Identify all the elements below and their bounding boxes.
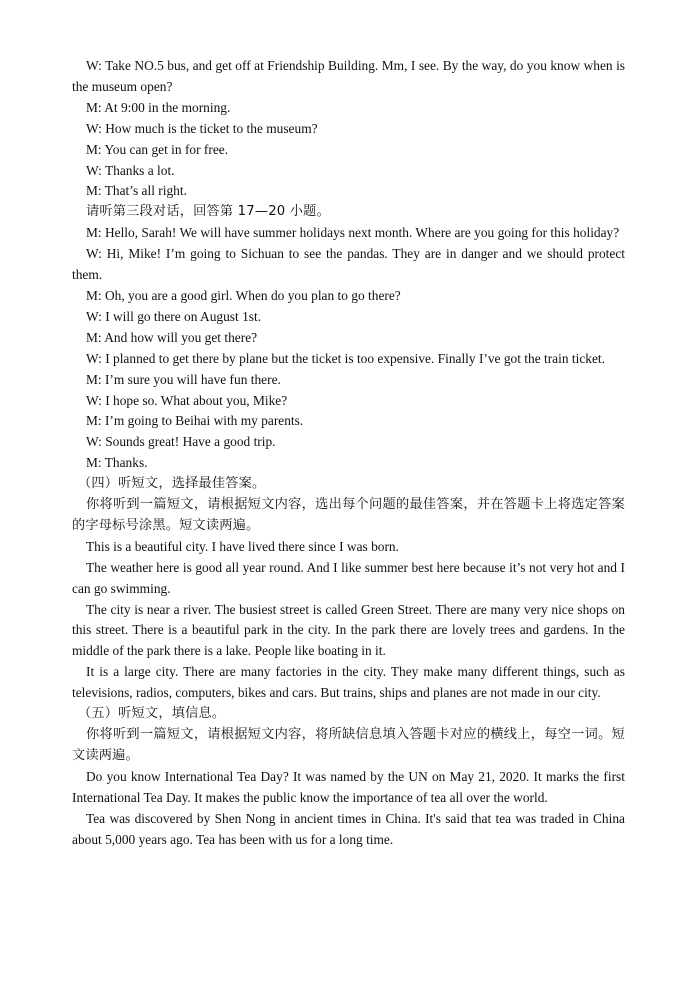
text-paragraph: M: I’m going to Beihai with my parents. [86, 413, 304, 429]
text-paragraph: M: And how will you get there? [86, 329, 258, 345]
text-paragraph: M: Thanks. [86, 455, 148, 471]
text-paragraph: This is a beautiful city. I have lived there since I was born. [86, 538, 399, 554]
instruction-paragraph: 请听第三段对话，回答第 17—20 小题。 [86, 204, 330, 220]
text-paragraph: The weather here is good all year round. And I like summer best here because it’s not very hot and I can go swimming. [72, 559, 625, 596]
text-paragraph: Tea was discovered by Shen Nong in ancient times in China. It's said that tea was traded in China about 5,000 years ago. Tea has been with us for a long time. [72, 810, 625, 847]
text-paragraph: M: You can get in for free. [86, 141, 229, 157]
text-paragraph: W: Take NO.5 bus, and get off at Friendship Building. Mm, I see. By the way, do you know when is the museum open? [72, 58, 625, 94]
document-body [72, 56, 625, 850]
text-paragraph: M: I’m sure you will have fun there. [86, 371, 281, 387]
section-heading: （五）听短文，填信息。 [78, 706, 226, 722]
text-paragraph: M: That’s all right. [86, 183, 187, 199]
instruction-paragraph: 你将听到一篇短文，请根据短文内容，选出每个问题的最佳答案，并在答题卡上将选定答案的字母标号涂黑。短文读两遍。 [72, 497, 625, 533]
text-paragraph: W: How much is the ticket to the museum? [86, 120, 318, 136]
text-paragraph: W: Hi, Mike! I’m going to Sichuan to see the pandas. They are in danger and we should protect them. [72, 246, 625, 283]
text-paragraph: M: Oh, you are a good girl. When do you plan to go there? [86, 287, 401, 303]
text-paragraph: M: Hello, Sarah! We will have summer holidays next month. Where are you going for this holiday? [86, 225, 620, 241]
text-paragraph: It is a large city. There are many factories in the city. They make many different things, such as televisions, radios, computers, bikes and cars. But trains, ships and planes are not made in our city. [72, 664, 625, 701]
instruction-paragraph: 你将听到一篇短文，请根据短文内容，将所缺信息填入答题卡对应的横线上，每空一词。短文读两遍。 [72, 727, 625, 763]
text-paragraph: The city is near a river. The busiest street is called Green Street. There are many very nice shops on this street. There is a beautiful park in the city. In the park there are lovely trees and gardens. In the middle of the park there is a lake. People like boating in it. [72, 601, 625, 659]
text-paragraph: W: Sounds great! Have a good trip. [86, 434, 276, 450]
text-paragraph: W: I will go there on August 1st. [86, 308, 262, 324]
text-paragraph: Do you know International Tea Day? It was named by the UN on May 21, 2020. It marks the first International Tea Day. It makes the public know the importance of tea all over the world. [72, 768, 625, 805]
text-paragraph: W: Thanks a lot. [86, 162, 175, 178]
text-paragraph: W: I hope so. What about you, Mike? [86, 392, 288, 408]
text-paragraph: M: At 9:00 in the morning. [86, 99, 231, 115]
section-heading: （四）听短文，选择最佳答案。 [78, 476, 266, 492]
text-paragraph: W: I planned to get there by plane but the ticket is too expensive. Finally I’ve got the train ticket. [86, 350, 605, 366]
